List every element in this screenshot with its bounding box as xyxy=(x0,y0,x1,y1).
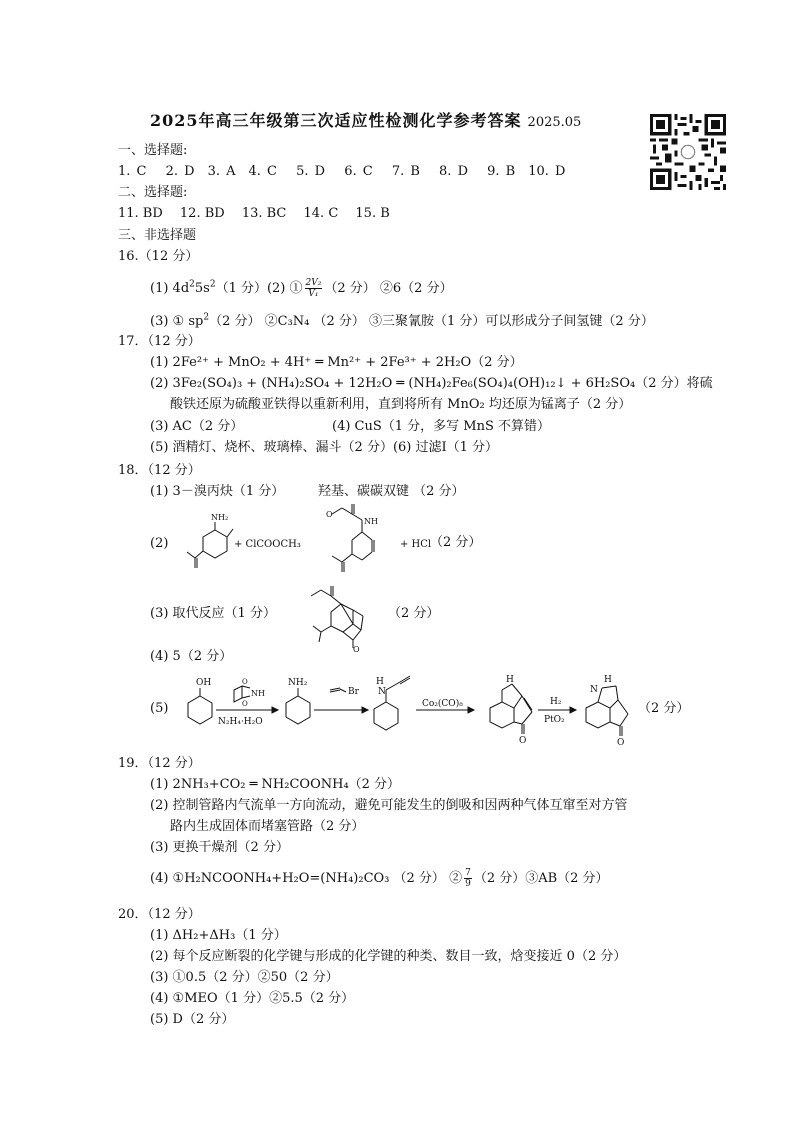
q18-line-4: (4) 5（2 分） xyxy=(150,649,233,664)
q17-line-4b: (4) CuS（1 分，多写 MnS 不算错） xyxy=(332,419,551,434)
nh-label-b: NH xyxy=(251,689,265,698)
q18-line-1a: (1) 3－溴丙炔（1 分） xyxy=(150,484,285,499)
q16-heading: 16.（12 分） xyxy=(118,249,199,264)
q17-line-3: 酸铁还原为硫酸亚铁得以重新利用，直到将所有 MnO₂ 均还原为锰离子（2 分） xyxy=(170,397,632,412)
q17-line-1: (1) 2Fe²⁺ + MnO₂ + 4H⁺ ═ Mn²⁺ + 2Fe³⁺ + 2H₂O（2 分） xyxy=(150,355,523,370)
nh2-label-b: NH₂ xyxy=(288,678,308,688)
h-label: H xyxy=(376,677,384,687)
title-text: 2025年高三年级第三次适应性检测化学参考答案 xyxy=(150,111,522,130)
nh2-label: NH₂ xyxy=(211,513,229,522)
q19-line-4: (3) 更换干燥剂（2 分） xyxy=(150,840,289,855)
n-label-2: N xyxy=(590,685,598,695)
o-label-d: O xyxy=(617,738,625,748)
q18-line-1b: 羟基、碳碳双键 （2 分） xyxy=(318,484,465,499)
q19-line-5: (4) ①H₂NCOONH₄+H₂O=(NH₄)₂CO₃ （2 分） ② $\frac{7}{9}$ （2 分）③AB（2 分） xyxy=(150,868,609,889)
nh-label: NH xyxy=(364,517,378,526)
q18-q3-structure xyxy=(305,582,385,654)
section-2-heading: 二、选择题: xyxy=(118,185,188,200)
cond-h2: H₂ xyxy=(550,697,562,707)
q16-line-2: (3) ① $sp^2(2$ 分） ②C₃N₄ （2 分） ③三聚氰胺（1 分）可以形成分子间氢键（2 分） xyxy=(150,312,654,329)
q18-line-2-score: （2 分） xyxy=(430,535,482,550)
qr-code-icon xyxy=(650,114,726,190)
q18-reagent: + ClCOOCH₃ xyxy=(234,539,301,550)
q20-line-4: (4) ①MEO（1 分）②5.5（2 分） xyxy=(150,991,355,1006)
section-3-heading: 三、非选择题 xyxy=(118,228,197,243)
q18-heading: 18．（12 分） xyxy=(118,463,201,478)
section-1-answers: 1. C 2. D 3. A 4. C 5. D 6. C 7. B 8. D 9. B 10. D xyxy=(118,164,566,179)
q17-line-5: (5) 酒精灯、烧杯、玻璃棒、漏斗（2 分）(6) 过滤Ⅰ（1 分） xyxy=(150,440,499,455)
q17-heading: 17．（12 分） xyxy=(118,334,201,349)
section-2-answers: 11. BD 12. BD 13. BC 14. C 15. B xyxy=(118,206,390,221)
o-label-2: O xyxy=(353,645,360,654)
q16-fraction: $\frac{\text{2V₂}}{\text{V₁}}$ xyxy=(305,278,322,299)
br-label: Br xyxy=(348,687,359,697)
cond-pto2: PtO₂ xyxy=(544,715,565,725)
q18-line-5-score: （2 分） xyxy=(638,701,690,716)
o-label-a: O xyxy=(242,678,248,686)
q17-line-2: (2) 3Fe₂(SO₄)₃ + (NH₄)₂SO₄ + 12H₂O ═ (NH₄)₂Fe₆(SO₄)₄(OH)₁₂↓ + 6H₂SO₄（2 分）将硫 xyxy=(150,376,713,391)
h-label-2: H xyxy=(506,675,514,685)
q19-heading: 19．（12 分） xyxy=(118,756,201,771)
o-label-b: O xyxy=(242,700,248,708)
oh-label: OH xyxy=(196,678,212,688)
q20-line-2: (2) 每个反应断裂的化学键与形成的化学键的种类、数目一致，焓变接近 0（2 分） xyxy=(150,949,627,964)
o-label: O xyxy=(326,510,333,519)
q19-line-2: (2) 控制管路内气流单一方向流动，避免可能发生的倒吸和因两种气体互窜至对方管 xyxy=(150,798,628,813)
q20-line-3: (3) ①0.5（2 分）②50（2 分） xyxy=(150,970,339,985)
section-1-heading: 一、选择题: xyxy=(118,143,188,158)
q16-line-1: (1) $4d^25s^2(1$ 分）(2) ① $\frac{\text{2V₂}}{\text{V₁}}$ （2 分） ②6（2 分） xyxy=(150,278,453,299)
q19-line-3: 路内生成固体而堵塞管路（2 分） xyxy=(170,819,365,834)
h-label-3: H xyxy=(604,675,612,685)
q20-line-1: (1) ΔH₂+ΔH₃（1 分） xyxy=(150,928,287,943)
q18-line-3-score: （2 分） xyxy=(388,606,440,621)
q18-product-structure xyxy=(318,500,408,590)
q19-fraction: $\frac{7}{9}$ xyxy=(465,868,471,889)
page-title xyxy=(150,108,581,131)
q20-line-5: (5) D（2 分） xyxy=(150,1012,235,1027)
q17-line-4a: (3) AC（2 分） xyxy=(150,419,244,434)
n-label: N xyxy=(378,687,386,697)
q20-heading: 20．（12 分） xyxy=(118,907,201,922)
cond-n2h4: N₂H₄·H₂O xyxy=(218,717,263,727)
q18-synthesis-route xyxy=(178,668,638,750)
cond-co2co8: Co₂(CO)₈ xyxy=(422,699,463,709)
q18-line-5-label: (5) xyxy=(150,701,169,716)
o-label-c: O xyxy=(519,736,527,746)
q19-line-1: (1) 2NH₃+CO₂ ═ NH₂COONH₄（2 分） xyxy=(150,777,401,792)
q18-line-3: (3) 取代反应（1 分） xyxy=(150,606,276,621)
q18-line-2-label: (2) xyxy=(150,536,169,551)
exam-date: 2025.05 xyxy=(527,115,582,130)
q18-hcl: + HCl xyxy=(400,539,432,550)
